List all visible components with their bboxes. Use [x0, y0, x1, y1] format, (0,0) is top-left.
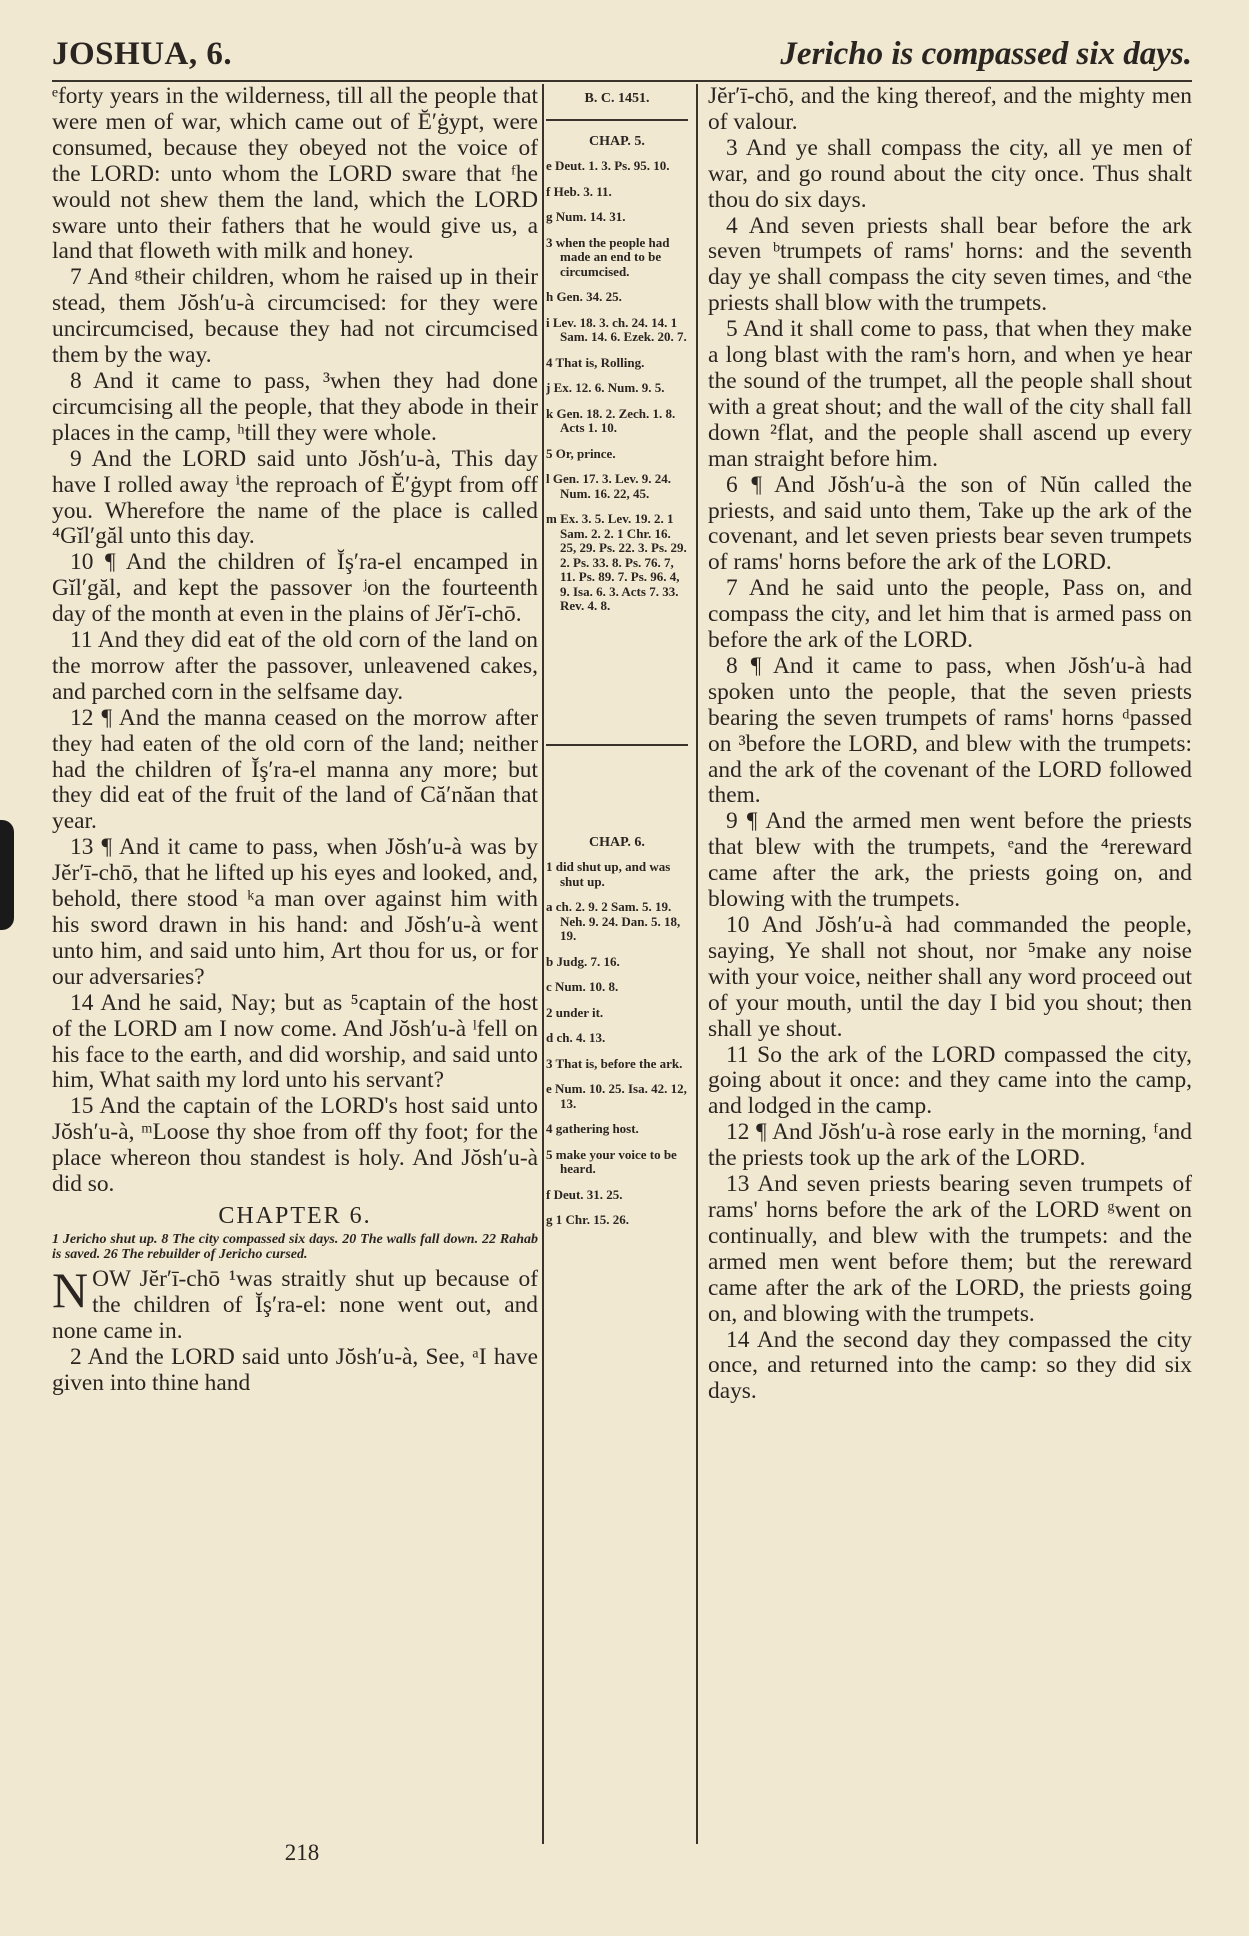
page-number: 218 [284, 1840, 320, 1865]
verse: ᵉforty years in the wilderness, till all the people that were men of war, which came out of Ĕ′ġypt, were consumed, because they obeyed not the voice of the LORD: unto whom the LORD sware that ᶠhe would not shew them the land, which the LORD sware unto their fathers that he would give us, a land that floweth with milk and honey. [52, 84, 538, 265]
verse: 6 ¶ And Jŏsh′u-à the son of Nŭn called the priests, and said unto them, Take up the ark of the covenant, and let seven priests bear seven trumpets of rams' horns before the ark of the LORD. [708, 471, 1192, 576]
thumb-index-tab [0, 820, 14, 930]
verse: 10 And Jŏsh′u-à had commanded the people, saying, Ye shall not shout, nor ⁵make any noise with your voice, neither shall any word proceed out of your mouth, until the day I bid you shout; then shall ye shout. [708, 912, 1192, 1042]
verse: 7 And ᵍtheir children, whom he raised up in their stead, them Jŏsh′u-à circumcised: for they were uncircumcised, because they had not circumcised them by the way. [52, 264, 538, 369]
cross-reference: l Gen. 17. 3. Lev. 9. 24. Num. 16. 22, 45. [546, 471, 671, 501]
column-rule [696, 84, 698, 1844]
cross-reference: 2 under it. [546, 1004, 604, 1020]
cross-reference: k Gen. 18. 2. Zech. 1. 8. Acts 1. 10. [546, 405, 676, 435]
verse: Jĕr′ī-chō, and the king thereof, and the mighty men of valour. [708, 84, 1192, 135]
book-chapter-heading: JOSHUA, 6. [52, 36, 233, 72]
cross-reference: g Num. 14. 31. [546, 209, 626, 224]
verse: 13 ¶ And it came to pass, when Jŏsh′u-à was by Jĕr′ī-chō, that he lifted up his eyes and looked, and, behold, there stood ᵏa man over against him with his sword drawn in his hand: and Jŏsh′u-à went unto him, and said unto him, Art thou for us, or for our adversaries? [52, 834, 538, 990]
verse: 8 ¶ And it came to pass, when Jŏsh′u-à had spoken unto the people, that the seven priests bearing the seven trumpets of rams' horns ᵈpassed on ³before the LORD, and blew with the trumpets: and the ark of the covenant of the LORD followed them. [708, 652, 1192, 809]
cross-reference: i Lev. 18. 3. ch. 24. 14. 1 Sam. 14. 6. Ezek. 20. 7. [546, 314, 687, 344]
verse: 14 And the second day they compassed the city once, and returned into the camp: so they did six days. [708, 1326, 1192, 1405]
right-text-column [708, 84, 1192, 1844]
cross-reference: g 1 Chr. 15. 26. [546, 1212, 629, 1227]
cross-reference: 3 That is, before the ark. [546, 1055, 683, 1071]
cross-reference: 5 Or, prince. [546, 445, 616, 461]
cross-reference: e Deut. 1. 3. Ps. 95. 10. [546, 158, 670, 173]
cross-reference: 4 gathering host. [546, 1121, 639, 1136]
cross-reference: 5 make your voice to be heard. [546, 1146, 677, 1176]
verse: 3 And ye shall compass the city, all ye men of war, and go round about the city once. Thus shalt thou do six days. [708, 134, 1192, 213]
chapter-first-verse [52, 1261, 538, 1345]
first-verse-text: OW Jĕr′ī-chō ¹was straitly shut up because of the children of Ĭş′ra-el: none went out, and none came in. [52, 1265, 538, 1344]
verse: 12 ¶ And the manna ceased on the morrow after they had eaten of the old corn of the land; neither had the children of Ĭş′ra-el manna any more; but they did eat of the fruit of the land of Că′năan that year. [52, 704, 538, 835]
cross-reference: m Ex. 3. 5. Lev. 19. 2. 1 Sam. 2. 2. 1 Chr. 16. 25, 29. Ps. 22. 3. Ps. 29. 2. Ps. 33. 8. Ps. 76. 7, 11. Ps. 89. 7. Ps. 96. 4, 9. Isa. 6. 3. Acts 7. 33. Rev. 4. 8. [546, 511, 687, 613]
chap5-heading: CHAP. 5. [589, 133, 645, 149]
cross-reference: b Judg. 7. 16. [546, 953, 620, 969]
cross-reference: 3 when the people had made an end to be circumcised. [546, 234, 670, 279]
verse: 2 And the LORD said unto Jŏsh′u-à, See, ᵃI have given into thine hand [52, 1343, 538, 1396]
divider [546, 744, 688, 746]
verse: 13 And seven priests bearing seven trumpets of rams' horns before the ark of the LORD ᵍwent on continually, and blew with the trumpets: and the armed men went before them; but the rereward came after the ark of the LORD, the priests going on, and blowing with the trumpets. [708, 1171, 1192, 1327]
cross-reference: e Num. 10. 25. Isa. 42. 12, 13. [546, 1081, 687, 1111]
verse: 11 And they did eat of the old corn of the land on the morrow after the passover, unleavened cakes, and parched corn in the selfsame day. [52, 627, 538, 705]
verse: 14 And he said, Nay; but as ⁵captain of the host of the LORD am I now come. And Jŏsh′u-à ˡfell on his face to the earth, and did worship, and said unto him, What saith my lord unto his servant? [52, 989, 538, 1094]
chapter-summary: 1 Jericho shut up. 8 The city compassed six days. 20 The walls fall down. 22 Rahab is saved. 26 The rebuilder of Jericho cursed. [52, 1231, 538, 1263]
cross-reference-column [546, 84, 688, 1844]
cross-reference: 4 That is, Rolling. [546, 354, 645, 370]
chapter-title: CHAPTER 6. [218, 1202, 372, 1229]
chap6-heading: CHAP. 6. [589, 834, 645, 850]
verse: 11 So the ark of the LORD compassed the city, going about it once: and they came into the camp, and lodged in the camp. [708, 1041, 1192, 1120]
verse: 8 And it came to pass, ³when they had done circumcising all the people, that they abode in their places in the camp, ʰtill they were whole. [52, 367, 538, 446]
page-header [52, 30, 1192, 82]
left-text-column [52, 84, 538, 1844]
year-heading: B. C. 1451. [584, 91, 650, 106]
cross-reference: f Deut. 31. 25. [546, 1186, 623, 1202]
verse: 10 ¶ And the children of Ĭş′ra-el encamped in Gĭl′găl, and kept the passover ʲon the fourteenth day of the month at even in the plains of Jĕr′ī-chō. [52, 549, 538, 628]
verse: 5 And it shall come to pass, that when they make a long blast with the ram's horn, and when ye hear the sound of the trumpet, all the people shall shout with a great shout; and the wall of the city shall fall down ²flat, and the people shall ascend up every man straight before him. [708, 316, 1192, 472]
verse: 9 ¶ And the armed men went before the priests that blew with the trumpets, ᵉand the ⁴rereward came after the ark, the priests going on, and blowing with the trumpets. [708, 808, 1192, 913]
page-topic-heading: Jericho is compassed six days. [780, 36, 1192, 72]
column-rule [542, 84, 544, 1844]
cross-reference: d ch. 4. 13. [546, 1030, 606, 1045]
divider [546, 119, 688, 121]
cross-reference: j Ex. 12. 6. Num. 9. 5. [546, 380, 665, 395]
verse: 4 And seven priests shall bear before the ark seven ᵇtrumpets of rams' horns: and the seventh day ye shall compass the city seven times, and ᶜthe priests shall blow with the trumpets. [708, 212, 1192, 317]
cross-reference: f Heb. 3. 11. [546, 183, 612, 199]
verse: 7 And he said unto the people, Pass on, and compass the city, and let him that is armed pass on before the ark of the LORD. [708, 575, 1192, 654]
drop-cap: N [52, 1261, 89, 1318]
cross-reference: a ch. 2. 9. 2 Sam. 5. 19. Neh. 9. 24. Dan. 5. 18, 19. [546, 899, 681, 943]
cross-reference: 1 did shut up, and was shut up. [546, 859, 671, 889]
verse: 12 ¶ And Jŏsh′u-à rose early in the morning, ᶠand the priests took up the ark of the LORD. [708, 1119, 1192, 1172]
verse: 15 And the captain of the LORD's host said unto Jŏsh′u-à, ᵐLoose thy shoe from off thy foot; for the place whereon thou standest is holy. And Jŏsh′u-à did so. [52, 1093, 538, 1198]
verse: 9 And the LORD said unto Jŏsh′u-à, This day have I rolled away ⁱthe reproach of Ĕ′ġypt from off you. Wherefore the name of the place is called ⁴Gĭl′găl unto this day. [52, 445, 538, 550]
cross-reference: c Num. 10. 8. [546, 979, 619, 994]
cross-reference: h Gen. 34. 25. [546, 289, 622, 304]
